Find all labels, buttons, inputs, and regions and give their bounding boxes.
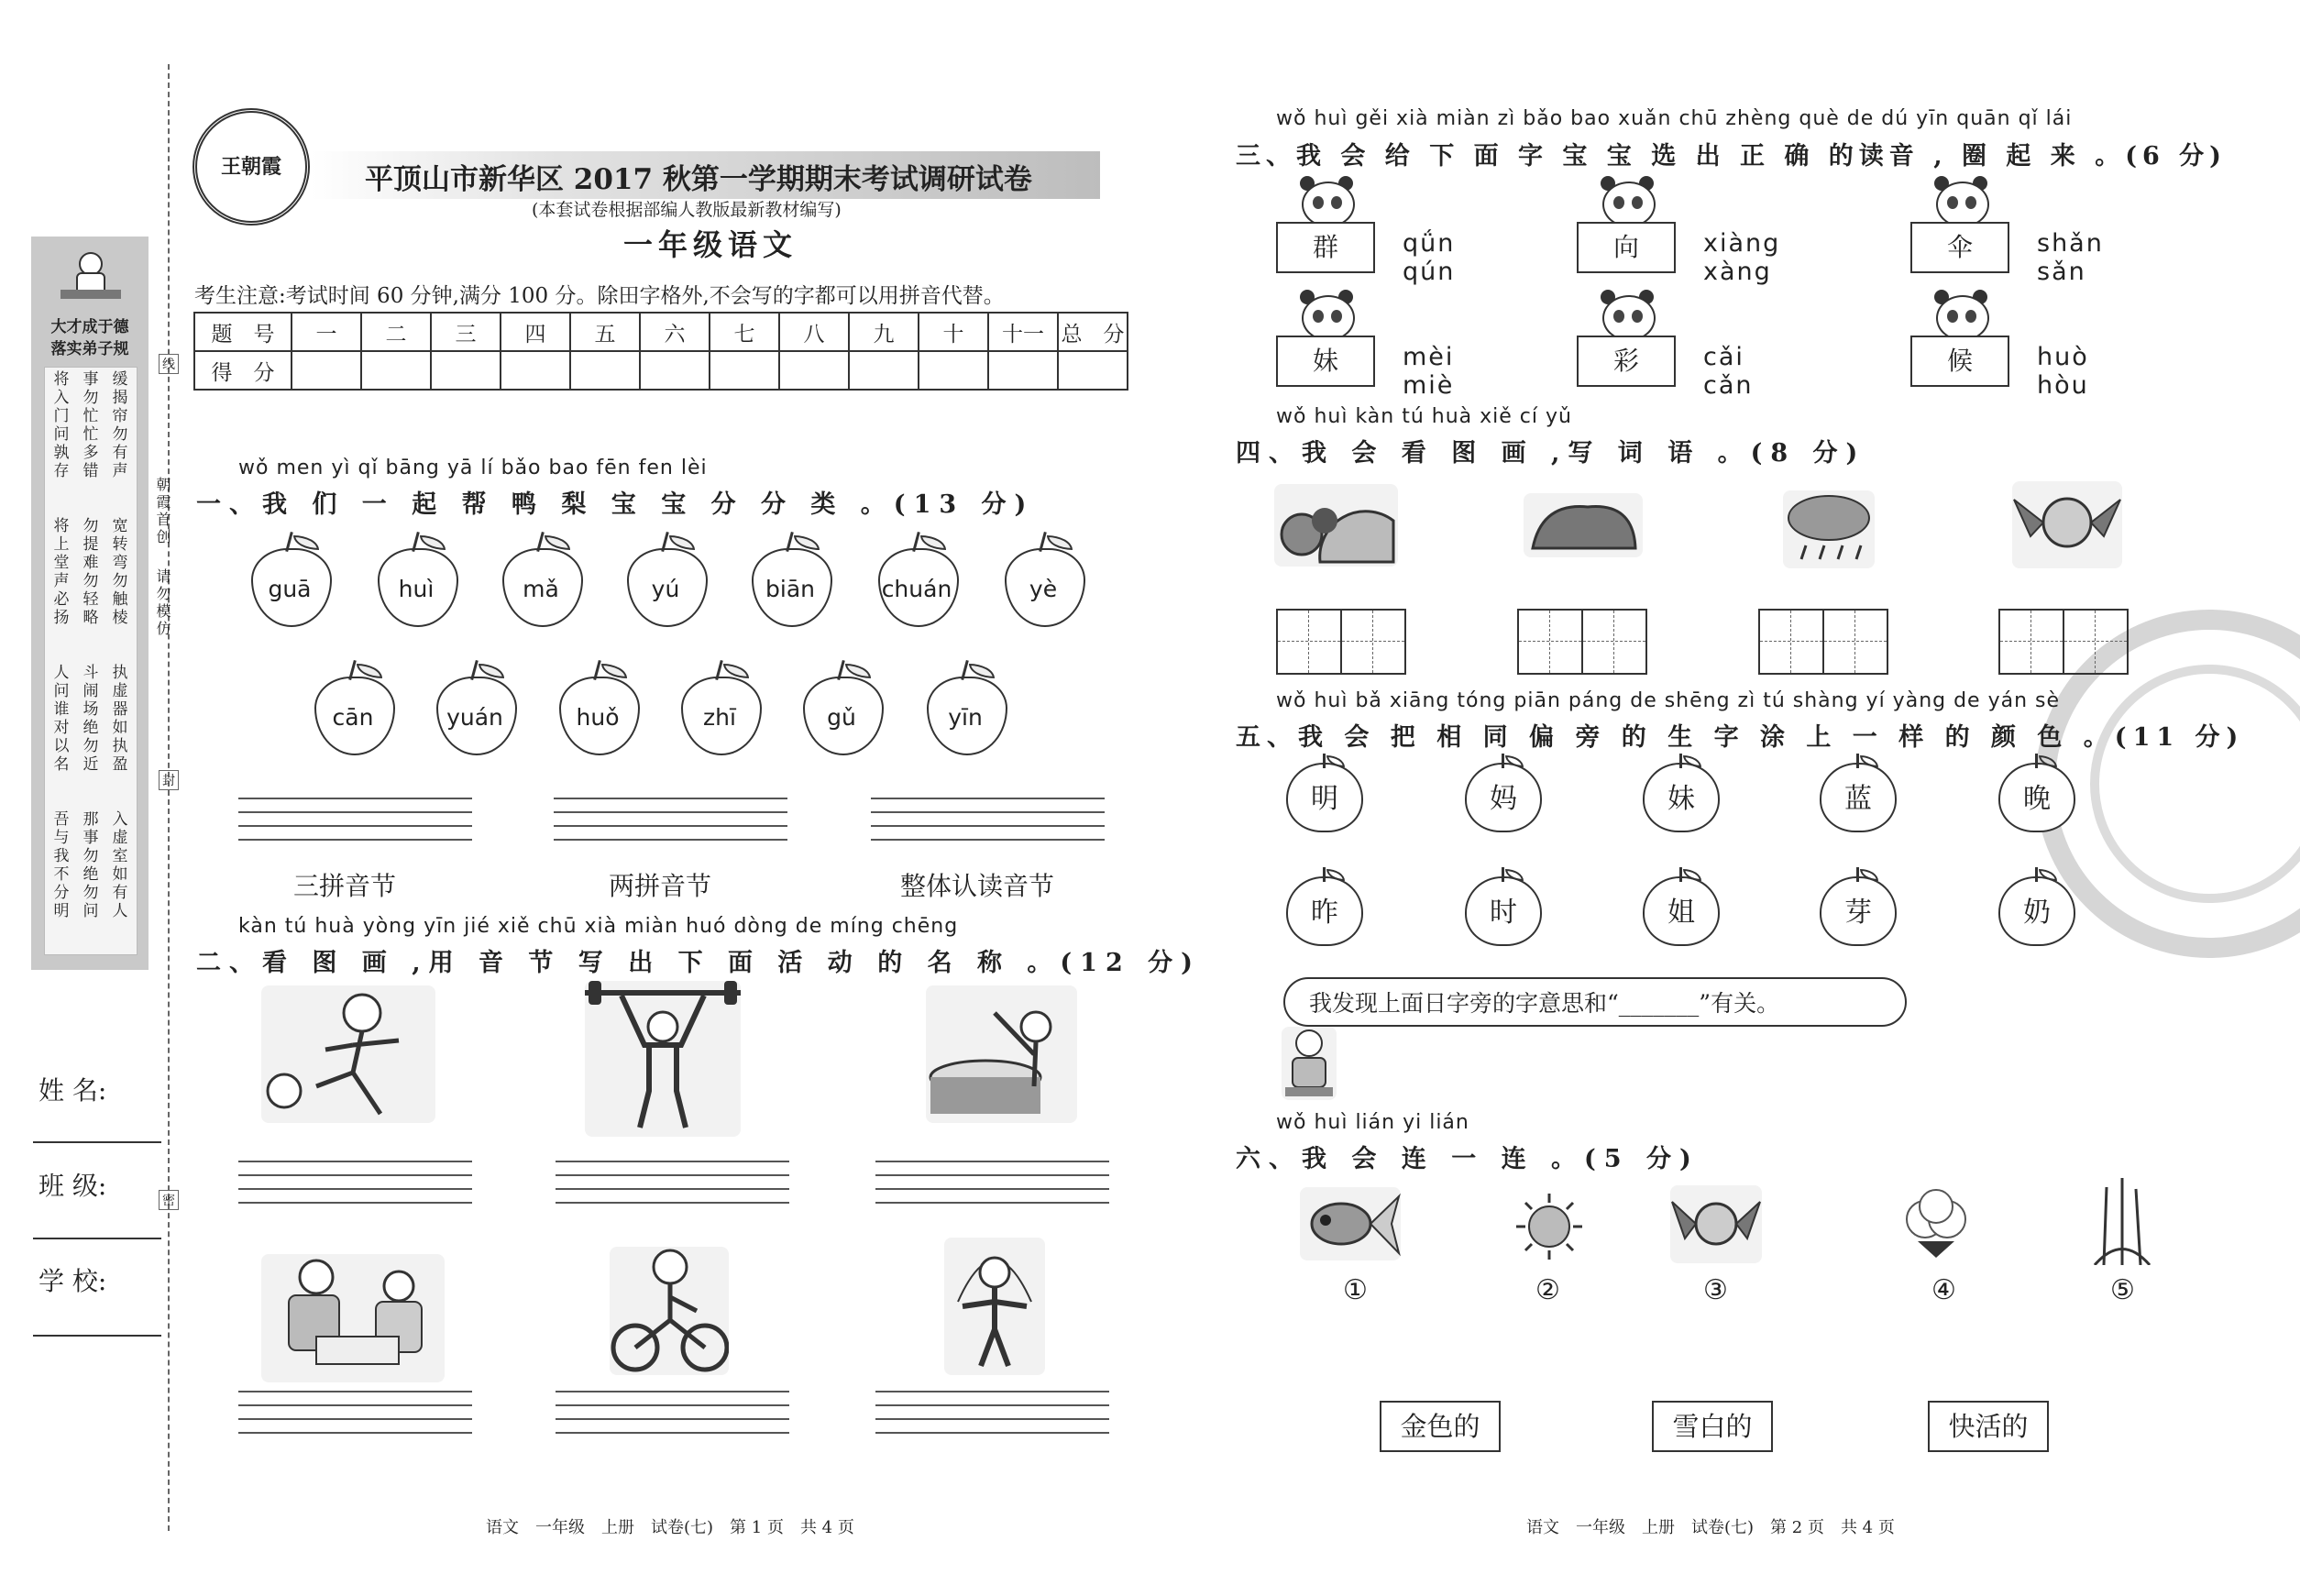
tianzige-box[interactable]	[1340, 609, 1406, 675]
panda-eye	[1632, 310, 1643, 323]
score-table-header-cell: 七	[710, 313, 779, 351]
pinyin-options[interactable]: shǎn sǎn	[2037, 229, 2104, 286]
score-table-header-cell: 二	[361, 313, 431, 351]
answer-line[interactable]	[875, 1188, 1109, 1190]
score-table-header-label: 题 号	[194, 313, 292, 351]
panda-eye	[1331, 310, 1342, 323]
score-cell[interactable]	[779, 351, 849, 390]
apple-character[interactable]	[1286, 754, 1363, 832]
tianzige-box[interactable]	[1758, 609, 1824, 675]
drummer-picture	[926, 985, 1077, 1123]
q6-pinyin: wǒ huì lián yi lián	[1276, 1111, 1469, 1134]
answer-line[interactable]	[554, 798, 787, 799]
panda-icon	[1593, 176, 1659, 227]
grid-guide	[1372, 611, 1373, 673]
pinyin-options[interactable]: xiàng xàng	[1703, 229, 1781, 286]
tianzige-box[interactable]	[1822, 609, 1888, 675]
answer-line[interactable]	[556, 1188, 789, 1190]
pear-syllable	[552, 660, 644, 752]
score-table-header-cell: 八	[779, 313, 849, 351]
category-label: 三拼音节	[293, 871, 397, 901]
answer-line[interactable]	[875, 1418, 1109, 1420]
answer-line[interactable]	[554, 825, 787, 827]
apple-character[interactable]	[1465, 754, 1542, 832]
q3-pinyin: wǒ huì gěi xià miàn zì bǎo bao xuǎn chū zhèng què de dú yīn quān qǐ lái	[1276, 107, 2073, 130]
q3-title: 三、我 会 给 下 面 字 宝 宝 选 出 正 确 的读音 , 圈 起 来 。(6 分)	[1236, 142, 2227, 171]
answer-line[interactable]	[238, 1432, 472, 1434]
apple-character[interactable]	[1643, 754, 1720, 832]
answer-line[interactable]	[238, 1174, 472, 1176]
tianzige-box[interactable]	[1276, 609, 1342, 675]
side-note-1: 朝霞首创	[154, 477, 171, 546]
answer-line[interactable]	[875, 1202, 1109, 1204]
answer-line[interactable]	[871, 798, 1105, 799]
panda-head	[1302, 295, 1355, 341]
pear-syllable	[674, 660, 765, 752]
motto-column: 吾与我不分明	[53, 810, 70, 920]
q1-title: 一、我 们 一 起 帮 鸭 梨 宝 宝 分 分 类 。(13 分)	[196, 490, 1035, 519]
character-box: 候	[1910, 336, 2009, 387]
answer-line[interactable]	[556, 1391, 789, 1392]
motto-column: 人问谁对以名	[53, 664, 70, 774]
pear-text: biān	[765, 576, 815, 602]
publisher-logo	[193, 108, 310, 226]
pinyin-options[interactable]: huò hòu	[2037, 343, 2089, 400]
pear-syllable	[370, 532, 462, 623]
panda-icon	[1927, 290, 1993, 341]
pear-text: mǎ	[523, 576, 559, 602]
tianzige-box[interactable]	[1998, 609, 2064, 675]
item-number: ④	[1931, 1274, 1956, 1306]
reeds-picture	[2090, 1178, 2154, 1265]
answer-line[interactable]	[875, 1391, 1109, 1392]
score-cell[interactable]	[361, 351, 431, 390]
apple-text: 蓝	[1844, 783, 1872, 815]
motto-column: 执虚器如执盈	[112, 664, 128, 774]
score-cell[interactable]	[292, 351, 361, 390]
pear-syllable	[429, 660, 521, 752]
apple-stem	[2035, 867, 2038, 882]
apple-text: 姐	[1667, 897, 1695, 929]
answer-line[interactable]	[238, 825, 472, 827]
apple-text: 昨	[1311, 897, 1338, 929]
bird-picture-2	[1670, 1185, 1762, 1263]
answer-line[interactable]	[556, 1174, 789, 1176]
motto-columns	[48, 370, 136, 948]
goldfish-picture	[1300, 1187, 1401, 1260]
answer-line[interactable]	[238, 1202, 472, 1204]
grid-guide	[1824, 641, 1887, 642]
apple-stem	[1856, 867, 1859, 882]
q5-pinyin: wǒ huì bǎ xiāng tóng piān páng de shēng zì tú shàng yí yàng de yán sè	[1276, 689, 2061, 712]
chess-players-picture	[261, 1254, 445, 1382]
panda-eye	[1313, 310, 1324, 323]
grid-guide	[1854, 611, 1855, 673]
pear-syllable	[796, 660, 887, 752]
panda-eye	[1947, 196, 1958, 209]
score-cell[interactable]	[640, 351, 710, 390]
grid-guide	[1342, 641, 1404, 642]
apple-stem	[1323, 867, 1326, 882]
name-line[interactable]	[33, 1141, 161, 1143]
cotton-picture	[1899, 1184, 1973, 1265]
item-number: ①	[1343, 1274, 1368, 1306]
score-cell[interactable]	[988, 351, 1058, 390]
footer-page-2: 语文 一年级 上册 试卷(七) 第 2 页 共 4 页	[1526, 1518, 1895, 1537]
motto-title: 大才成于德 落实弟子规	[50, 318, 129, 358]
exam-title: 平顶山市新华区 2017 秋第一学期期末考试调研试卷	[365, 163, 1032, 196]
footer-page-1: 语文 一年级 上册 试卷(七) 第 1 页 共 4 页	[486, 1518, 854, 1537]
answer-line[interactable]	[556, 1432, 789, 1434]
score-cell[interactable]	[919, 351, 988, 390]
answer-line[interactable]	[875, 1161, 1109, 1162]
grid-guide	[1308, 611, 1309, 673]
motto-column: 将入门问孰存	[53, 370, 70, 480]
rain-cloud-picture	[1783, 490, 1875, 568]
panda-head	[1602, 295, 1656, 341]
apple-stem	[1502, 754, 1504, 768]
scholar-figure	[59, 246, 123, 303]
pear-syllable	[997, 532, 1089, 623]
apple-character[interactable]	[1286, 867, 1363, 946]
score-table	[193, 312, 1128, 391]
pinyin-options[interactable]: mèi miè	[1403, 343, 1455, 400]
side-note-2: 请勿模仿	[154, 568, 171, 638]
cut-line	[168, 64, 170, 1531]
panda-eye	[1613, 310, 1624, 323]
score-table-header-cell: 一	[292, 313, 361, 351]
panda-icon	[1593, 290, 1659, 341]
pear-text: zhī	[703, 704, 736, 731]
answer-line[interactable]	[871, 825, 1105, 827]
pear-syllable	[307, 660, 399, 752]
panda-head	[1602, 182, 1656, 227]
pear-syllable	[744, 532, 836, 623]
rope-skipper-picture	[944, 1238, 1045, 1375]
motto-column: 斗闹场绝勿近	[83, 664, 99, 774]
apple-character[interactable]	[1643, 867, 1720, 946]
grid-guide	[2095, 611, 2096, 673]
panda-icon	[1927, 176, 1993, 227]
seal-mark-seal: 封	[159, 770, 179, 790]
speech-bubble: 我发现上面日字旁的字意思和“_______”有关。	[1283, 977, 1907, 1027]
name-label: 姓 名:	[39, 1075, 107, 1106]
apple-text: 芽	[1844, 897, 1872, 929]
score-cell[interactable]	[849, 351, 919, 390]
apple-text: 奶	[2023, 897, 2051, 929]
class-line[interactable]	[33, 1238, 161, 1239]
answer-line[interactable]	[556, 1418, 789, 1420]
panda-head	[1936, 295, 1989, 341]
score-header-row	[194, 313, 1128, 351]
q1-pinyin: wǒ men yì qǐ bāng yā lí bǎo bao fēn fen lèi	[238, 457, 708, 479]
grid-guide	[2000, 641, 2063, 642]
answer-line[interactable]	[554, 811, 787, 813]
school-line[interactable]	[33, 1335, 161, 1337]
motto-column: 勿提难勿轻略	[83, 517, 99, 627]
pear-text: yuán	[446, 704, 503, 731]
score-cell[interactable]	[501, 351, 570, 390]
answer-line[interactable]	[238, 1188, 472, 1190]
q4-pinyin: wǒ huì kàn tú huà xiě cí yǔ	[1276, 405, 1572, 428]
answer-snow-white[interactable]: 雪白的	[1652, 1401, 1773, 1452]
tianzige-box[interactable]	[1517, 609, 1583, 675]
panda-eye	[1632, 196, 1643, 209]
score-cell[interactable]	[710, 351, 779, 390]
character-box: 群	[1276, 222, 1375, 273]
panda-eye	[1331, 196, 1342, 209]
grid-guide	[1613, 611, 1614, 673]
apple-stem	[2035, 754, 2038, 768]
character-box: 妹	[1276, 336, 1375, 387]
motto-column: 宽转弯勿触棱	[112, 517, 128, 627]
score-value-row	[194, 351, 1128, 390]
item-number: ③	[1703, 1274, 1728, 1306]
answer-line[interactable]	[556, 1161, 789, 1162]
apple-stem	[1323, 754, 1326, 768]
fruits-picture	[1274, 484, 1398, 567]
grid-guide	[1278, 641, 1340, 642]
weightlifter-picture	[585, 981, 741, 1137]
stone-picture	[1524, 493, 1643, 557]
cyclist-picture	[610, 1247, 729, 1375]
apple-character[interactable]	[1820, 754, 1897, 832]
apple-text: 妈	[1490, 783, 1517, 815]
panda-head	[1302, 182, 1355, 227]
pear-syllable	[919, 660, 1011, 752]
score-table-header-cell: 三	[431, 313, 501, 351]
answer-line[interactable]	[238, 1404, 472, 1406]
motto-column: 入虚室如有人	[112, 810, 128, 920]
q6-title: 六、我 会 连 一 连 。(5 分)	[1236, 1145, 1700, 1173]
panda-head	[1936, 182, 1989, 227]
q2-title: 二、看 图 画 ,用 音 节 写 出 下 面 活 动 的 名 称 。(12 分)	[196, 949, 1201, 977]
motto-column: 事勿忙忙多错	[83, 370, 99, 480]
apple-stem	[1679, 754, 1682, 768]
grid-guide	[1519, 641, 1581, 642]
apple-stem	[1856, 754, 1859, 768]
pear-syllable	[620, 532, 711, 623]
grid-guide	[1583, 641, 1645, 642]
seal-mark-line: 线	[159, 354, 179, 374]
score-cell[interactable]	[431, 351, 501, 390]
item-number: ②	[1535, 1274, 1560, 1306]
grid-guide	[1790, 611, 1791, 673]
apple-text: 明	[1311, 783, 1338, 815]
pear-text: yè	[1029, 576, 1058, 602]
q4-title: 四、我 会 看 图 画 ,写 词 语 。(8 分)	[1236, 439, 1866, 468]
grid-guide	[1549, 611, 1550, 673]
motto-column: 缓揭帘勿有声	[112, 370, 128, 480]
panda-icon	[1293, 290, 1359, 341]
pinyin-options[interactable]: qǘn qún	[1403, 229, 1456, 286]
girl-reading-picture	[1282, 1027, 1337, 1100]
panda-eye	[1965, 196, 1976, 209]
grid-guide	[2030, 611, 2031, 673]
motto-column: 那事勿绝勿问	[83, 810, 99, 920]
answer-line[interactable]	[556, 1404, 789, 1406]
category-label: 两拼音节	[609, 871, 712, 901]
answer-happy[interactable]: 快活的	[1928, 1401, 2049, 1452]
score-table-header-cell: 六	[640, 313, 710, 351]
panda-eye	[1965, 310, 1976, 323]
grade-subject: 一年级语文	[623, 227, 798, 262]
exam-subtitle: (本套试卷根据部编人教版最新教材编写)	[532, 200, 842, 220]
score-cell[interactable]	[1058, 351, 1128, 390]
pear-syllable	[244, 532, 336, 623]
pear-text: chuán	[881, 576, 952, 602]
score-table-header-cell: 十	[919, 313, 988, 351]
apple-character[interactable]	[1998, 754, 2075, 832]
exam-notice: 考生注意:考试时间 60 分钟,满分 100 分。除田字格外,不会写的字都可以用拼音代替。	[194, 284, 1005, 308]
answer-line[interactable]	[871, 811, 1105, 813]
class-label: 班 级:	[39, 1171, 107, 1201]
apple-character[interactable]	[1465, 867, 1542, 946]
school-label: 学 校:	[39, 1266, 107, 1296]
answer-line[interactable]	[238, 1391, 472, 1392]
seal-mark-secret: 密	[159, 1190, 179, 1210]
tianzige-box[interactable]	[2063, 609, 2129, 675]
grid-guide	[2064, 641, 2127, 642]
category-label: 整体认读音节	[900, 871, 1055, 901]
score-table-header-cell: 九	[849, 313, 919, 351]
pear-text: yú	[651, 576, 680, 602]
football-player-picture	[261, 985, 435, 1123]
score-cell[interactable]	[570, 351, 640, 390]
answer-line[interactable]	[554, 839, 787, 841]
score-table-header-cell: 十一	[988, 313, 1058, 351]
panda-eye	[1613, 196, 1624, 209]
pear-syllable	[495, 532, 587, 623]
q2-pinyin: kàn tú huà yòng yīn jié xiě chū xià miàn huó dòng de míng chēng	[238, 915, 959, 938]
logo-text: 王朝霞	[220, 155, 281, 179]
answer-golden[interactable]: 金色的	[1380, 1401, 1501, 1452]
answer-line[interactable]	[238, 839, 472, 841]
pear-text: gǔ	[827, 704, 856, 731]
apple-stem	[1679, 867, 1682, 882]
pear-syllable	[871, 532, 963, 623]
pear-text: yīn	[948, 704, 983, 731]
tianzige-box[interactable]	[1581, 609, 1647, 675]
pear-text: huì	[398, 576, 435, 602]
answer-line[interactable]	[875, 1174, 1109, 1176]
apple-stem	[1502, 867, 1504, 882]
apple-text: 妹	[1667, 783, 1695, 815]
answer-line[interactable]	[238, 798, 472, 799]
score-table-row-label: 得 分	[194, 351, 292, 390]
apple-text: 晚	[2023, 783, 2051, 815]
answer-line[interactable]	[238, 1161, 472, 1162]
answer-line[interactable]	[238, 1418, 472, 1420]
score-table-header-cell: 四	[501, 313, 570, 351]
apple-text: 时	[1490, 897, 1517, 929]
character-box: 伞	[1910, 222, 2009, 273]
answer-line[interactable]	[871, 839, 1105, 841]
character-box: 彩	[1577, 336, 1676, 387]
pear-text: cān	[332, 704, 374, 731]
motto-column: 将上堂声必扬	[53, 517, 70, 627]
item-number: ⑤	[2110, 1274, 2135, 1306]
pear-text: huǒ	[576, 704, 620, 731]
answer-line[interactable]	[875, 1404, 1109, 1406]
panda-eye	[1947, 310, 1958, 323]
score-table-header-cell: 五	[570, 313, 640, 351]
sun-picture	[1508, 1190, 1590, 1263]
answer-line[interactable]	[875, 1432, 1109, 1434]
bird-picture	[2012, 481, 2122, 568]
pinyin-options[interactable]: cǎi cǎn	[1703, 343, 1754, 400]
pear-text: guā	[268, 576, 312, 602]
grid-guide	[1760, 641, 1822, 642]
apple-character[interactable]	[1820, 867, 1897, 946]
panda-icon	[1293, 176, 1359, 227]
apple-character[interactable]	[1998, 867, 2075, 946]
character-box: 向	[1577, 222, 1676, 273]
answer-line[interactable]	[238, 811, 472, 813]
answer-line[interactable]	[556, 1202, 789, 1204]
panda-eye	[1313, 196, 1324, 209]
score-table-header-cell: 总 分	[1058, 313, 1128, 351]
q5-title: 五、我 会 把 相 同 偏 旁 的 生 字 涂 上 一 样 的 颜 色 。(11 分)	[1236, 723, 2245, 752]
